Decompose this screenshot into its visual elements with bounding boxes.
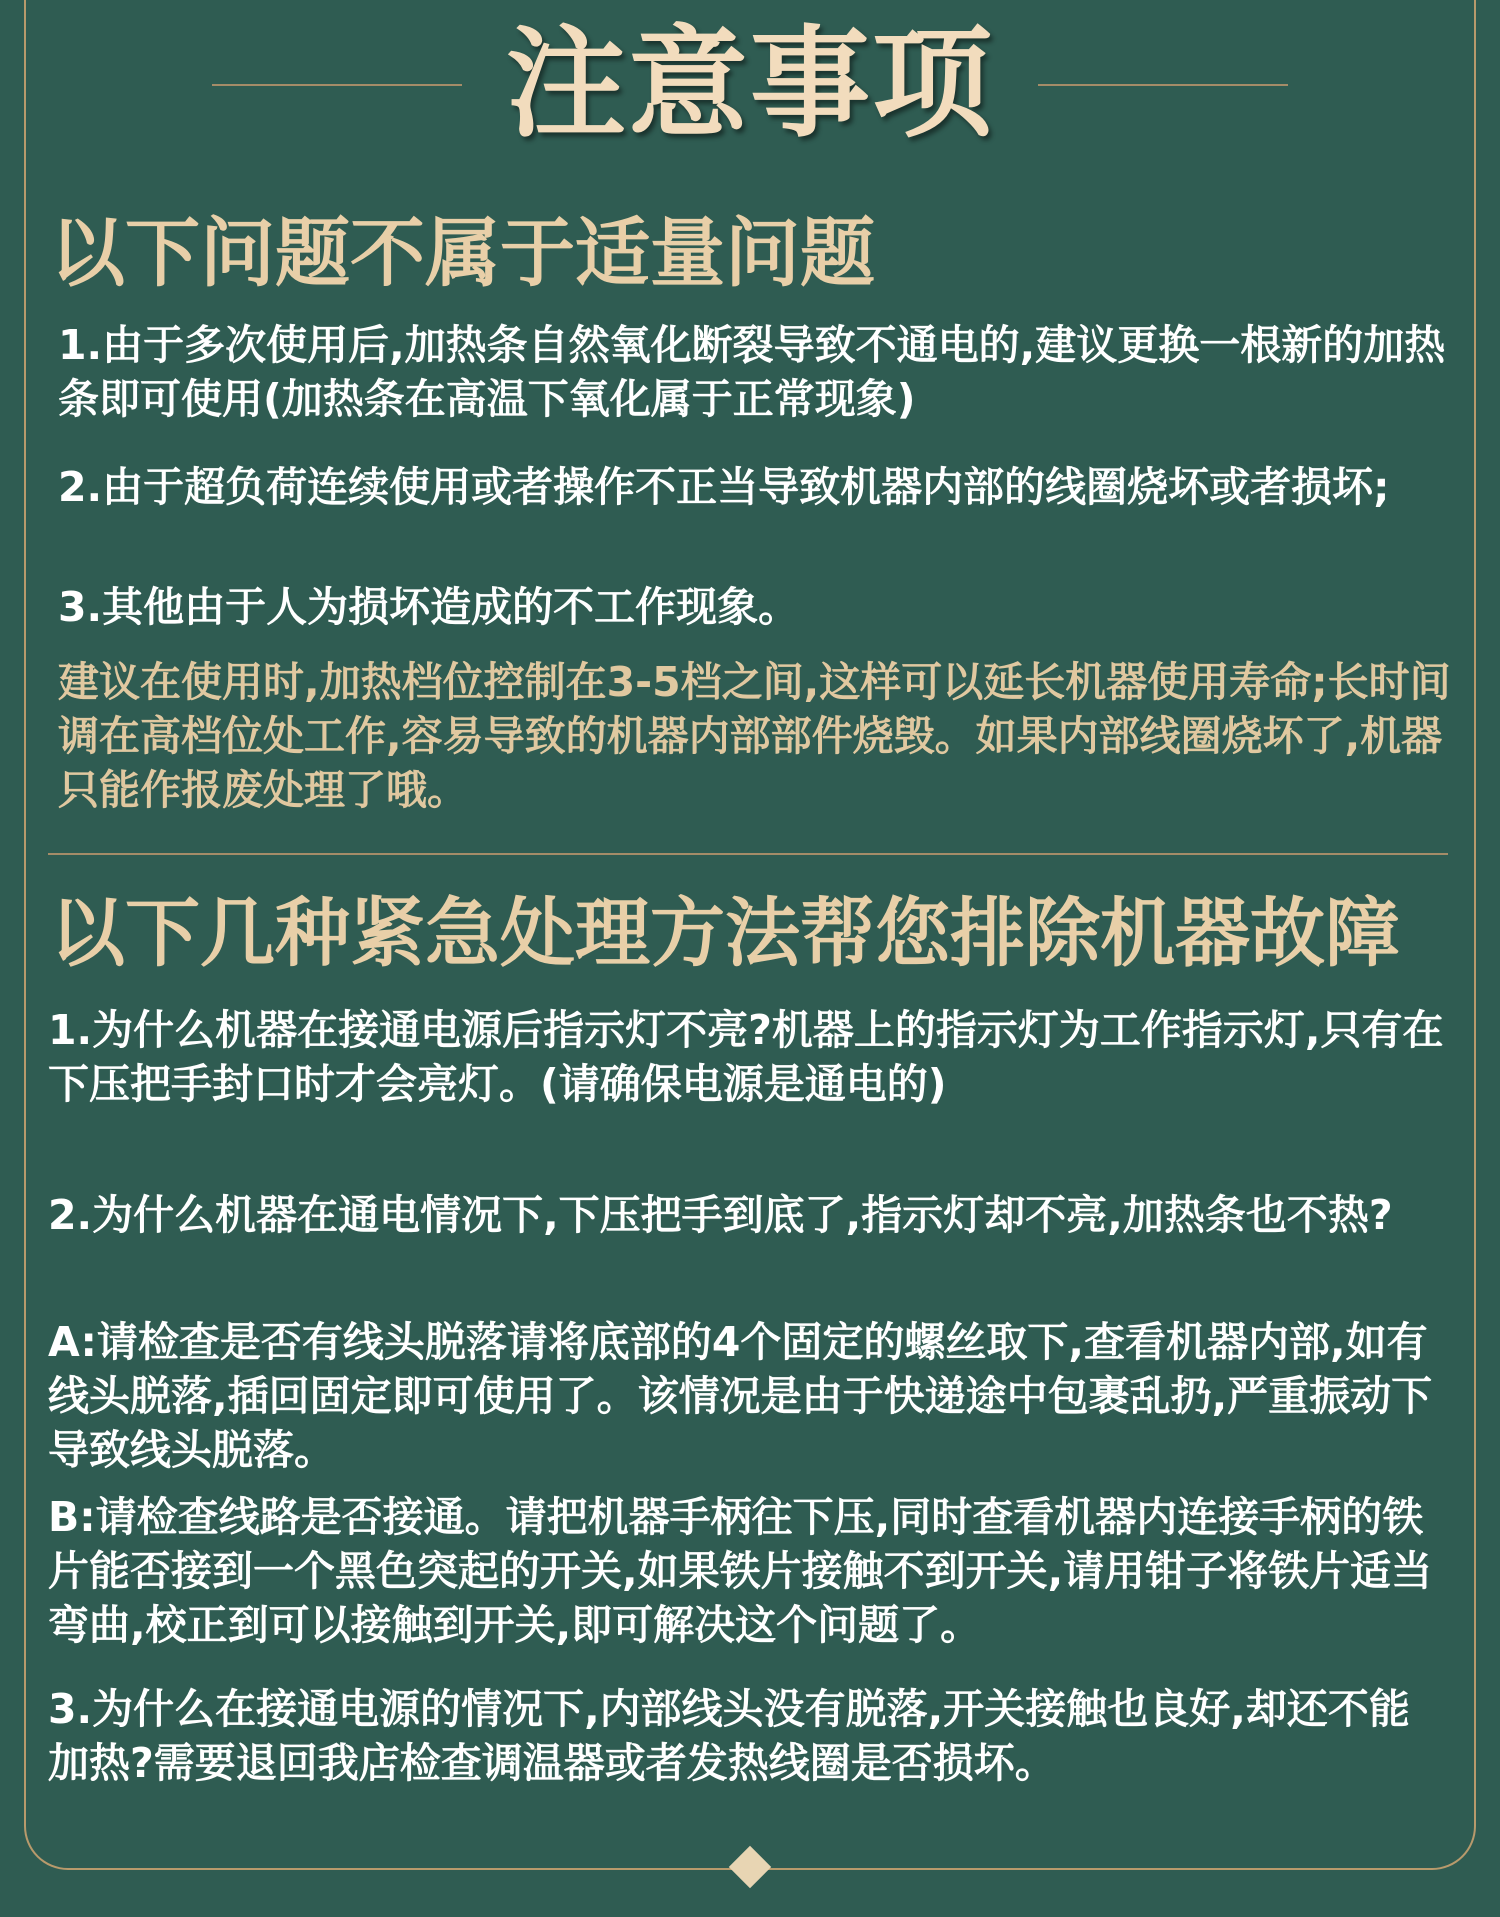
section1-item-1: 1.由于多次使用后,加热条自然氧化断裂导致不通电的,建议更换一根新的加热条即可使用(加热条在高温下氧化属于正常现象) [58,321,1446,423]
section1-item-3: 3.其他由于人为损坏造成的不工作现象。 [58,583,800,631]
title-row [0,15,1500,154]
section1-advice: 建议在使用时,加热档位控制在3-5档之间,这样可以延长机器使用寿命;长时间调在高档位处工作,容易导致的机器内部部件烧毁。如果内部线圈烧坏了,机器只能作报废处理了哦。 [58,658,1451,814]
section2-item-1: 1.为什么机器在接通电源后指示灯不亮?机器上的指示灯为工作指示灯,只有在下压把手封口时才会亮灯。(请确保电源是通电的) [48,1006,1444,1108]
title-right-line [1038,84,1288,86]
section2-item-b: B:请检查线路是否接通。请把机器手柄往下压,同时查看机器内连接手柄的铁片能否接到一个黑色突起的开关,如果铁片接触不到开关,请用钳子将铁片适当弯曲,校正到可以接触到开关,即可解决这个问题了。 [48,1493,1433,1649]
page-title: 注意事项 [506,15,994,154]
section2-item-3: 3.为什么在接通电源的情况下,内部线头没有脱落,开关接触也良好,却还不能加热?需要退回我店检查调温器或者发热线圈是否损坏。 [48,1685,1410,1787]
section1-item-2: 2.由于超负荷连续使用或者操作不正当导致机器内部的线圈烧坏或者损坏; [58,463,1390,511]
section2-item-2: 2.为什么机器在通电情况下,下压把手到底了,指示灯却不亮,加热条也不热? [48,1191,1393,1239]
section-divider [48,853,1448,855]
section1-title: 以下问题不属于适量问题 [50,209,876,297]
title-left-line [212,84,462,86]
section2-title: 以下几种紧急处理方法帮您排除机器故障 [50,889,1401,977]
section2-item-a: A:请检查是否有线头脱落请将底部的4个固定的螺丝取下,查看机器内部,如有线头脱落,插回固定即可使用了。该情况是由于快递途中包裹乱扔,严重振动下导致线头脱落。 [48,1318,1433,1474]
